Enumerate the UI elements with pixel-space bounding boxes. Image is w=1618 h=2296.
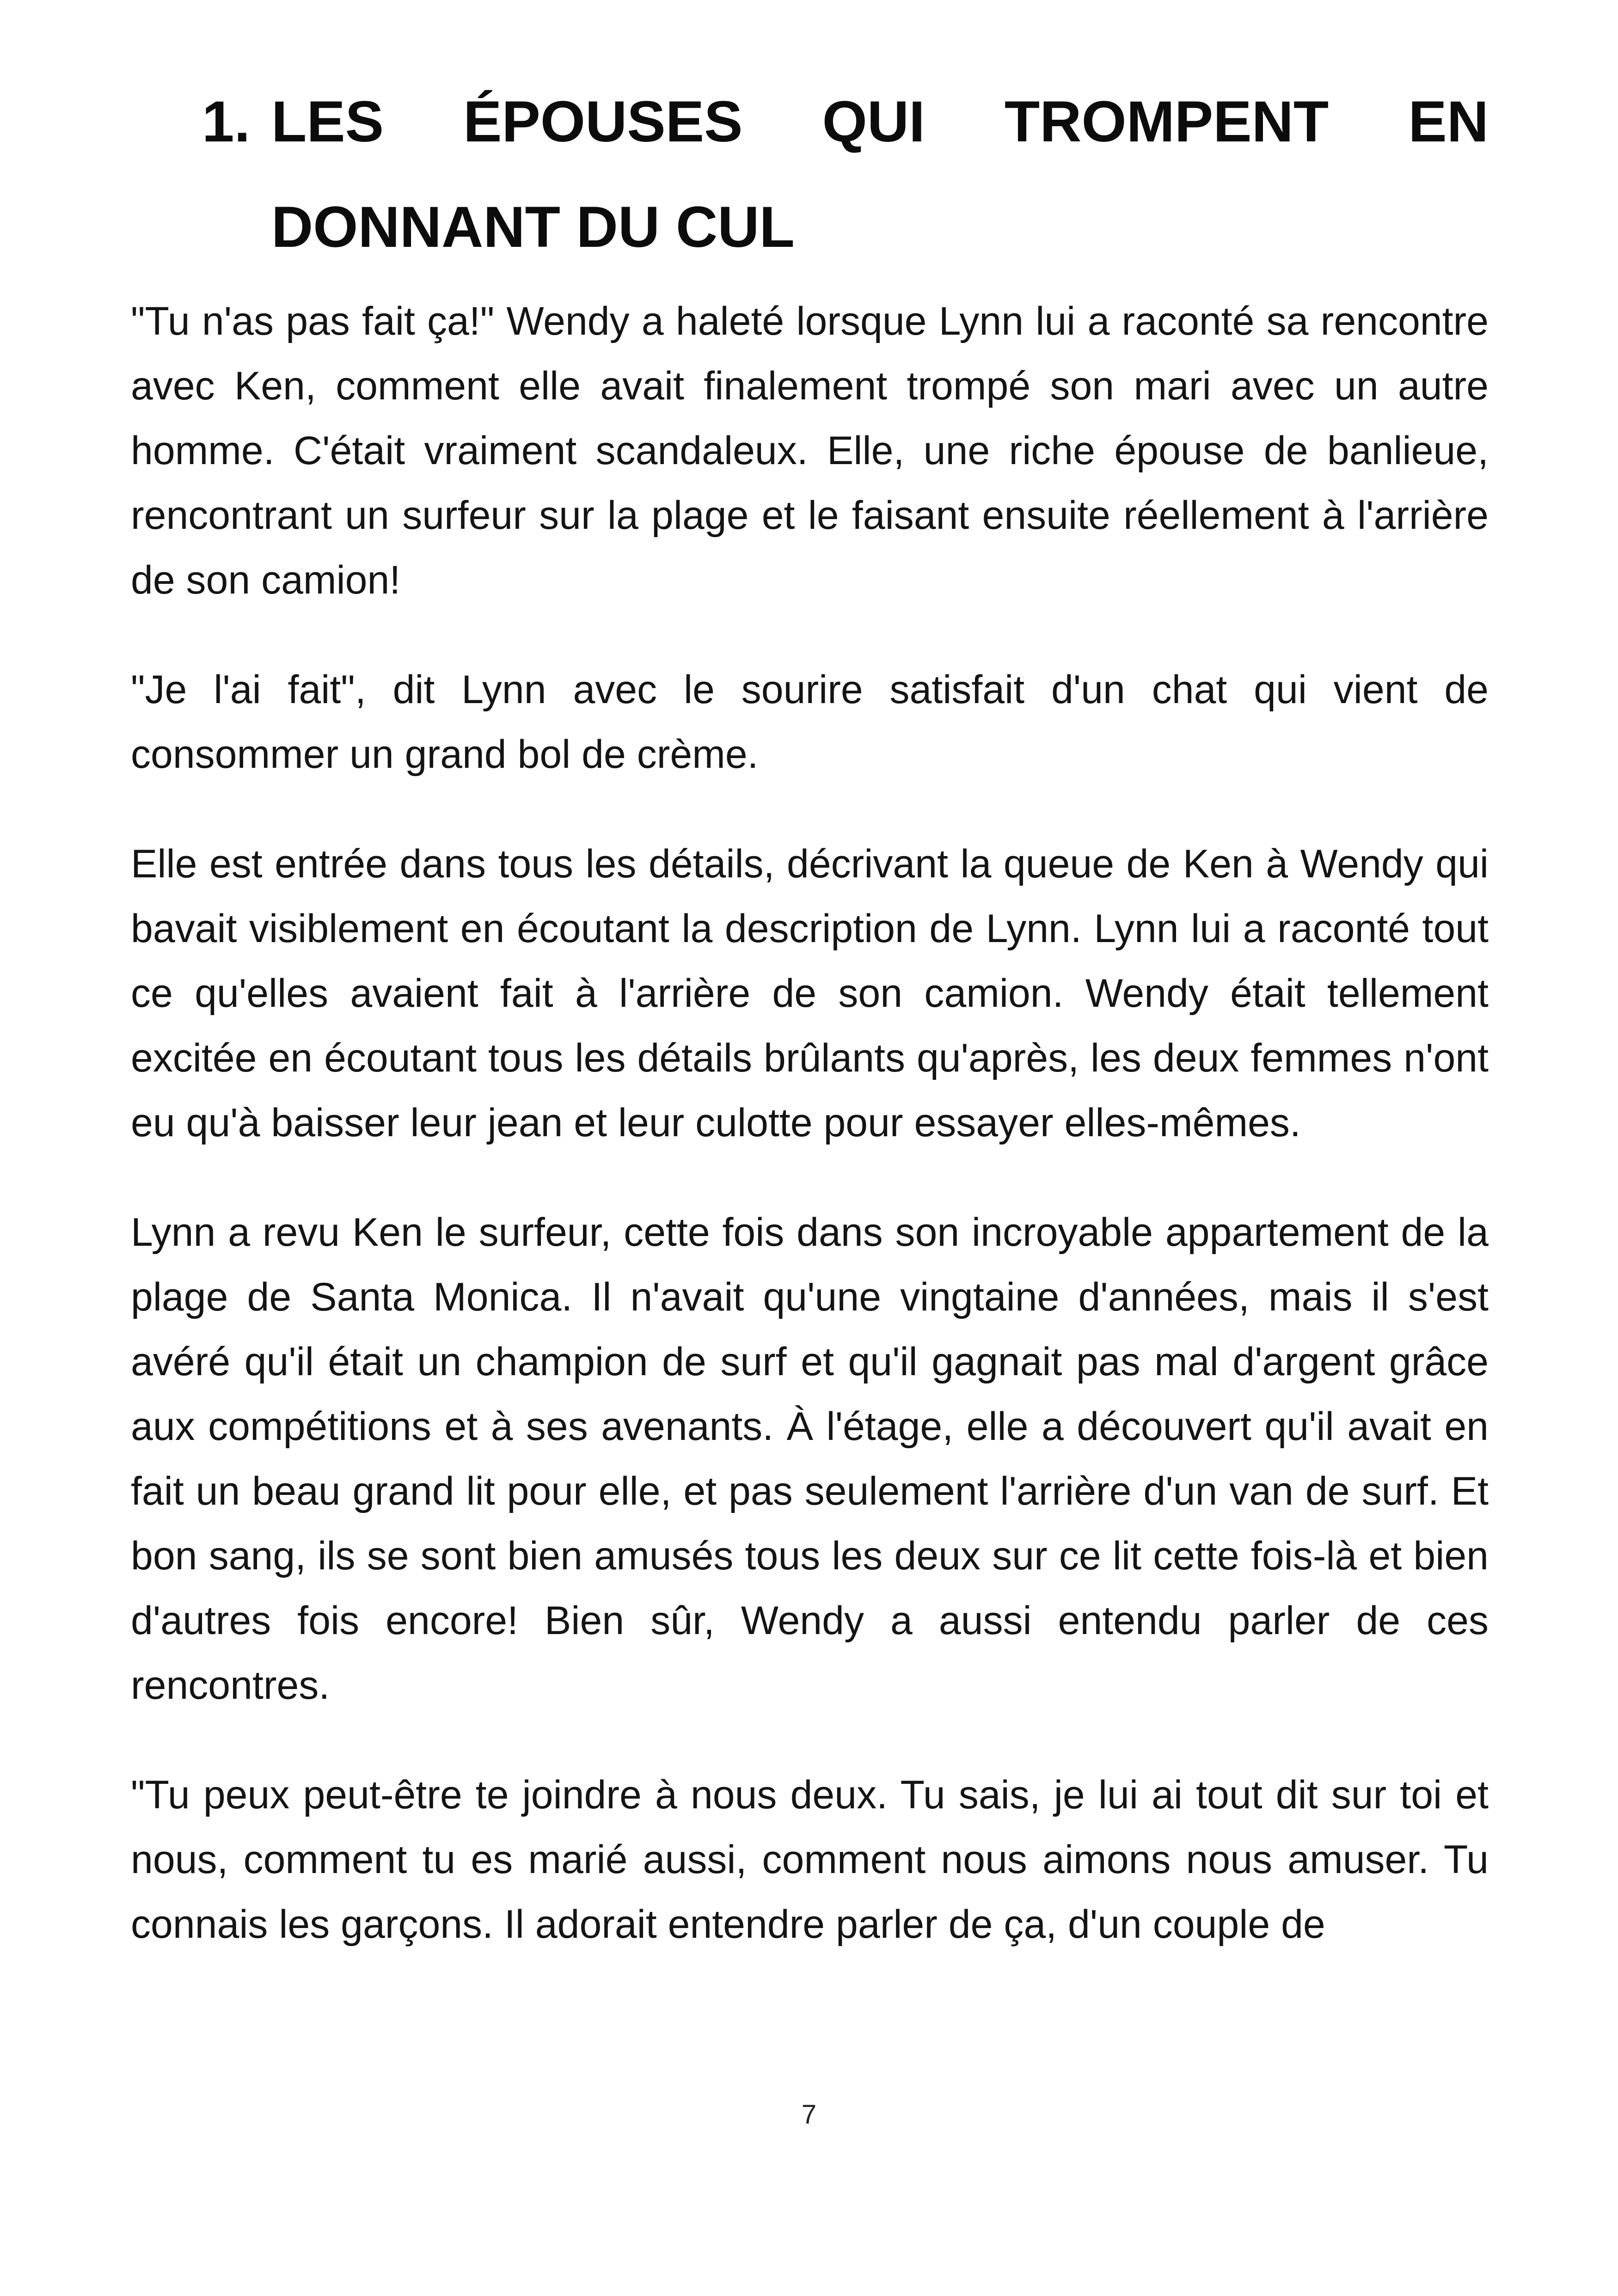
chapter-title: LES ÉPOUSES QUI TROMPENT EN DONNANT DU CUL bbox=[271, 90, 1489, 259]
page-number: 7 bbox=[801, 2100, 817, 2130]
paragraph: "Tu peux peut-être te joindre à nous deux. Tu sais, je lui ai tout dit sur toi et nous, comment tu es marié aussi, comment nous aimons nous amuser. Tu connais les garçons. Il adorait entendre parler de ça, d'un couple de bbox=[131, 1773, 1489, 1947]
paragraph: Lynn a revu Ken le surfeur, cette fois dans son incroyable appartement de la plage de Santa Monica. Il n'avait qu'une vingtaine d'années, mais il s'est avéré qu'il était un champion de surf et qu'il gagnait pas mal d'argent grâce aux compétitions et à ses avenants. À l'étage, elle a découvert qu'il avait en fait un beau grand lit pour elle, et pas seulement l'arrière d'un van de surf. Et bon sang, ils se sont bien amusés tous les deux sur ce lit cette fois-là et bien d'autres fois encore! Bien sûr, Wendy a aussi entendu parler de ces rencontres. bbox=[131, 1210, 1489, 1708]
chapter-heading bbox=[202, 69, 1489, 280]
body-text bbox=[131, 289, 1489, 2002]
paragraph: "Je l'ai fait", dit Lynn avec le sourire satisfait d'un chat qui vient de consommer un grand bol de crème. bbox=[131, 667, 1489, 777]
paragraph: Elle est entrée dans tous les détails, décrivant la queue de Ken à Wendy qui bavait visiblement en écoutant la description de Lynn. Lynn lui a raconté tout ce qu'elles avaient fait à l'arrière de son camion. Wendy était tellement excitée en écoutant tous les détails brûlants qu'après, les deux femmes n'ont eu qu'à baisser leur jean et leur culotte pour essayer elles-mêmes. bbox=[131, 842, 1489, 1145]
chapter-number: 1. bbox=[202, 90, 251, 154]
paragraph: "Tu n'as pas fait ça!" Wendy a haleté lorsque Lynn lui a raconté sa rencontre avec Ken, comment elle avait finalement trompé son mari avec un autre homme. C'était vraiment scandaleux. Elle, une riche épouse de banlieue, rencontrant un surfeur sur la plage et le faisant ensuite réellement à l'arrière de son camion! bbox=[131, 299, 1489, 602]
